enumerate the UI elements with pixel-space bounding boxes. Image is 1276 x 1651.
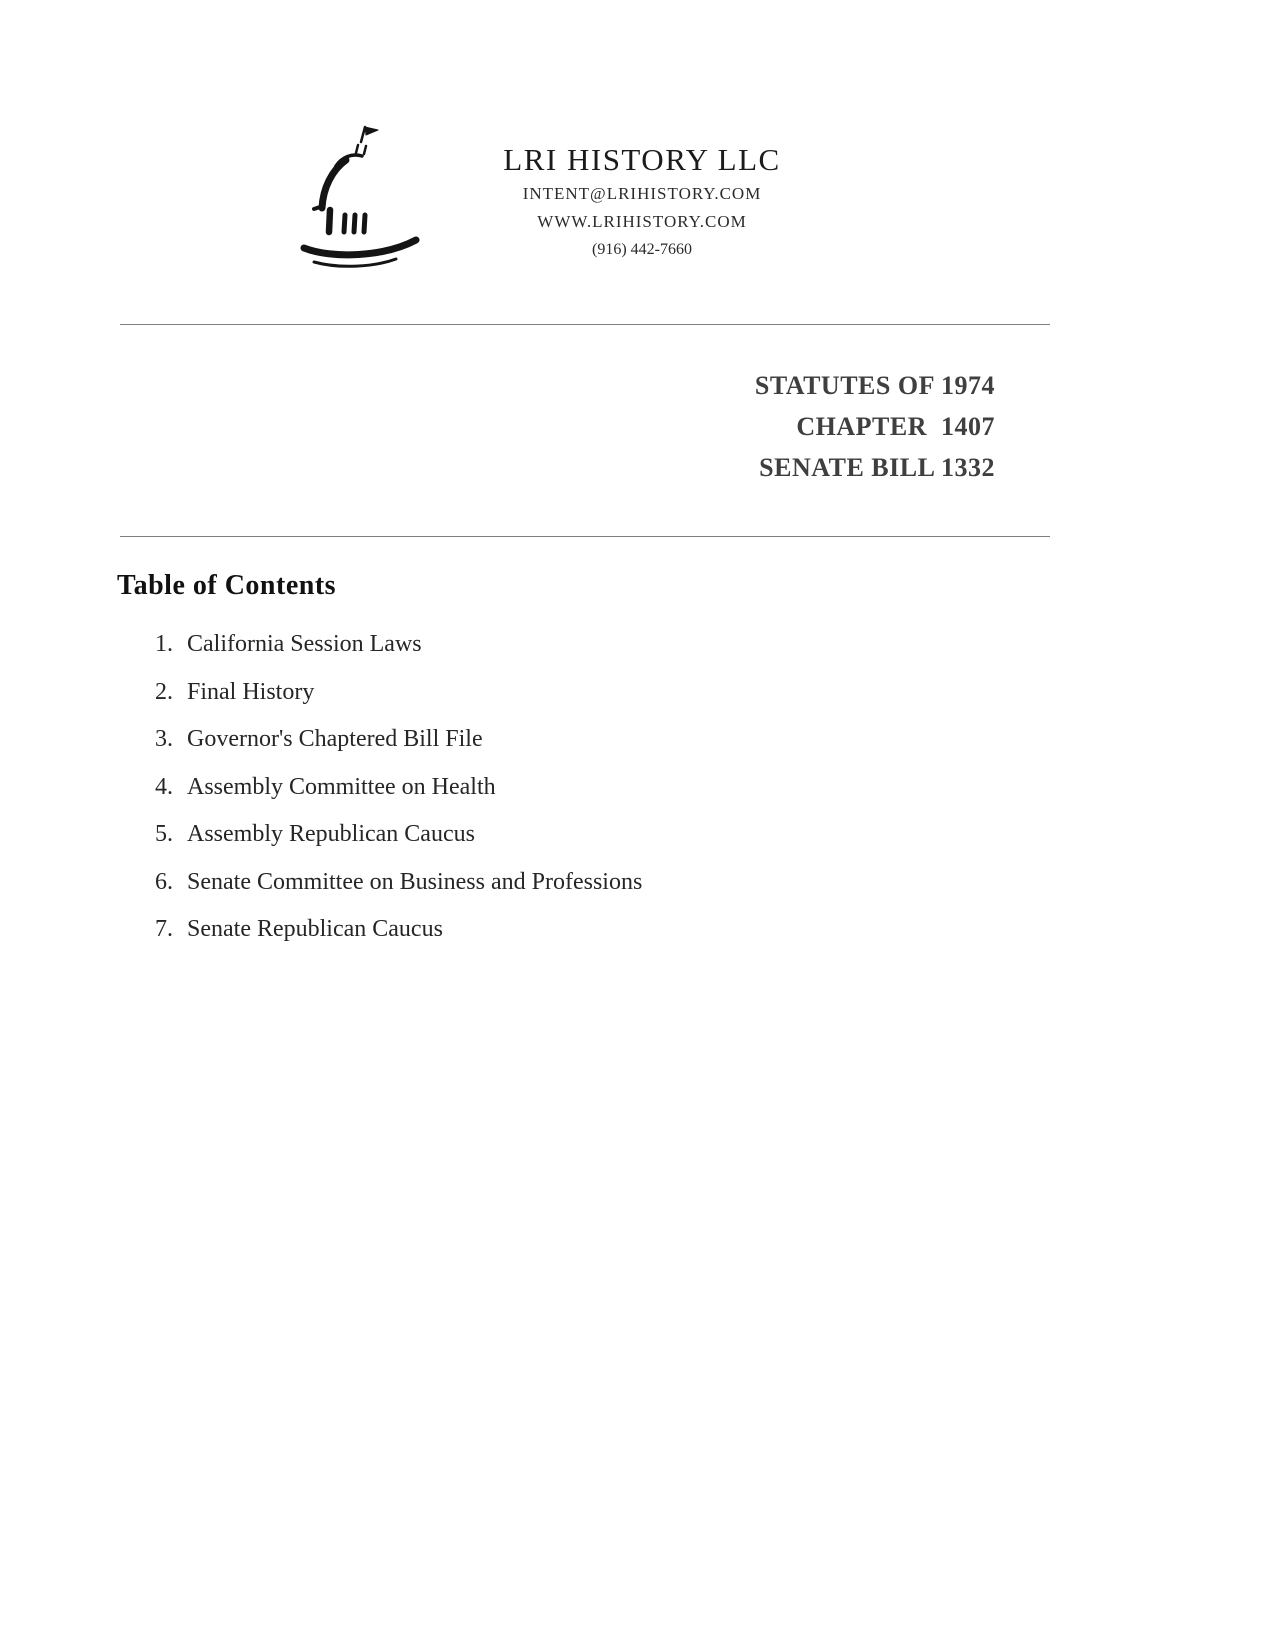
toc-list [117,632,1050,942]
capitol-dome-icon [292,118,432,278]
capitol-dome-logo [292,118,432,278]
divider-bottom [120,536,1050,537]
statute-heading-block [120,325,1050,488]
email-text: INTENT@LRIHISTORY.COM [522,184,762,203]
contact-block [472,140,812,264]
table-of-contents [117,570,1050,942]
toc-item: 2. Final History [179,680,1050,705]
toc-item: 6. Senate Committee on Business and Professions [179,870,1050,895]
letterhead [292,118,1276,278]
phone-text: (916) 442-7660 [592,241,692,258]
toc-item: 3. Governor's Chaptered Bill File [179,727,1050,752]
toc-item: 5. Assembly Republican Caucus [179,822,1050,847]
company-name: LRI HISTORY LLC [503,142,781,177]
website-text: WWW.LRIHISTORY.COM [537,212,747,231]
chapter-line: CHAPTER 1407 [796,412,995,441]
toc-title: Table of Contents [117,570,337,601]
senate-bill-line: SENATE BILL 1332 [759,453,995,482]
statutes-year-line: STATUTES OF 1974 [754,371,995,400]
toc-item: 4. Assembly Committee on Health [179,775,1050,800]
toc-item: 1. California Session Laws [179,632,1050,657]
toc-item: 7. Senate Republican Caucus [179,917,1050,942]
